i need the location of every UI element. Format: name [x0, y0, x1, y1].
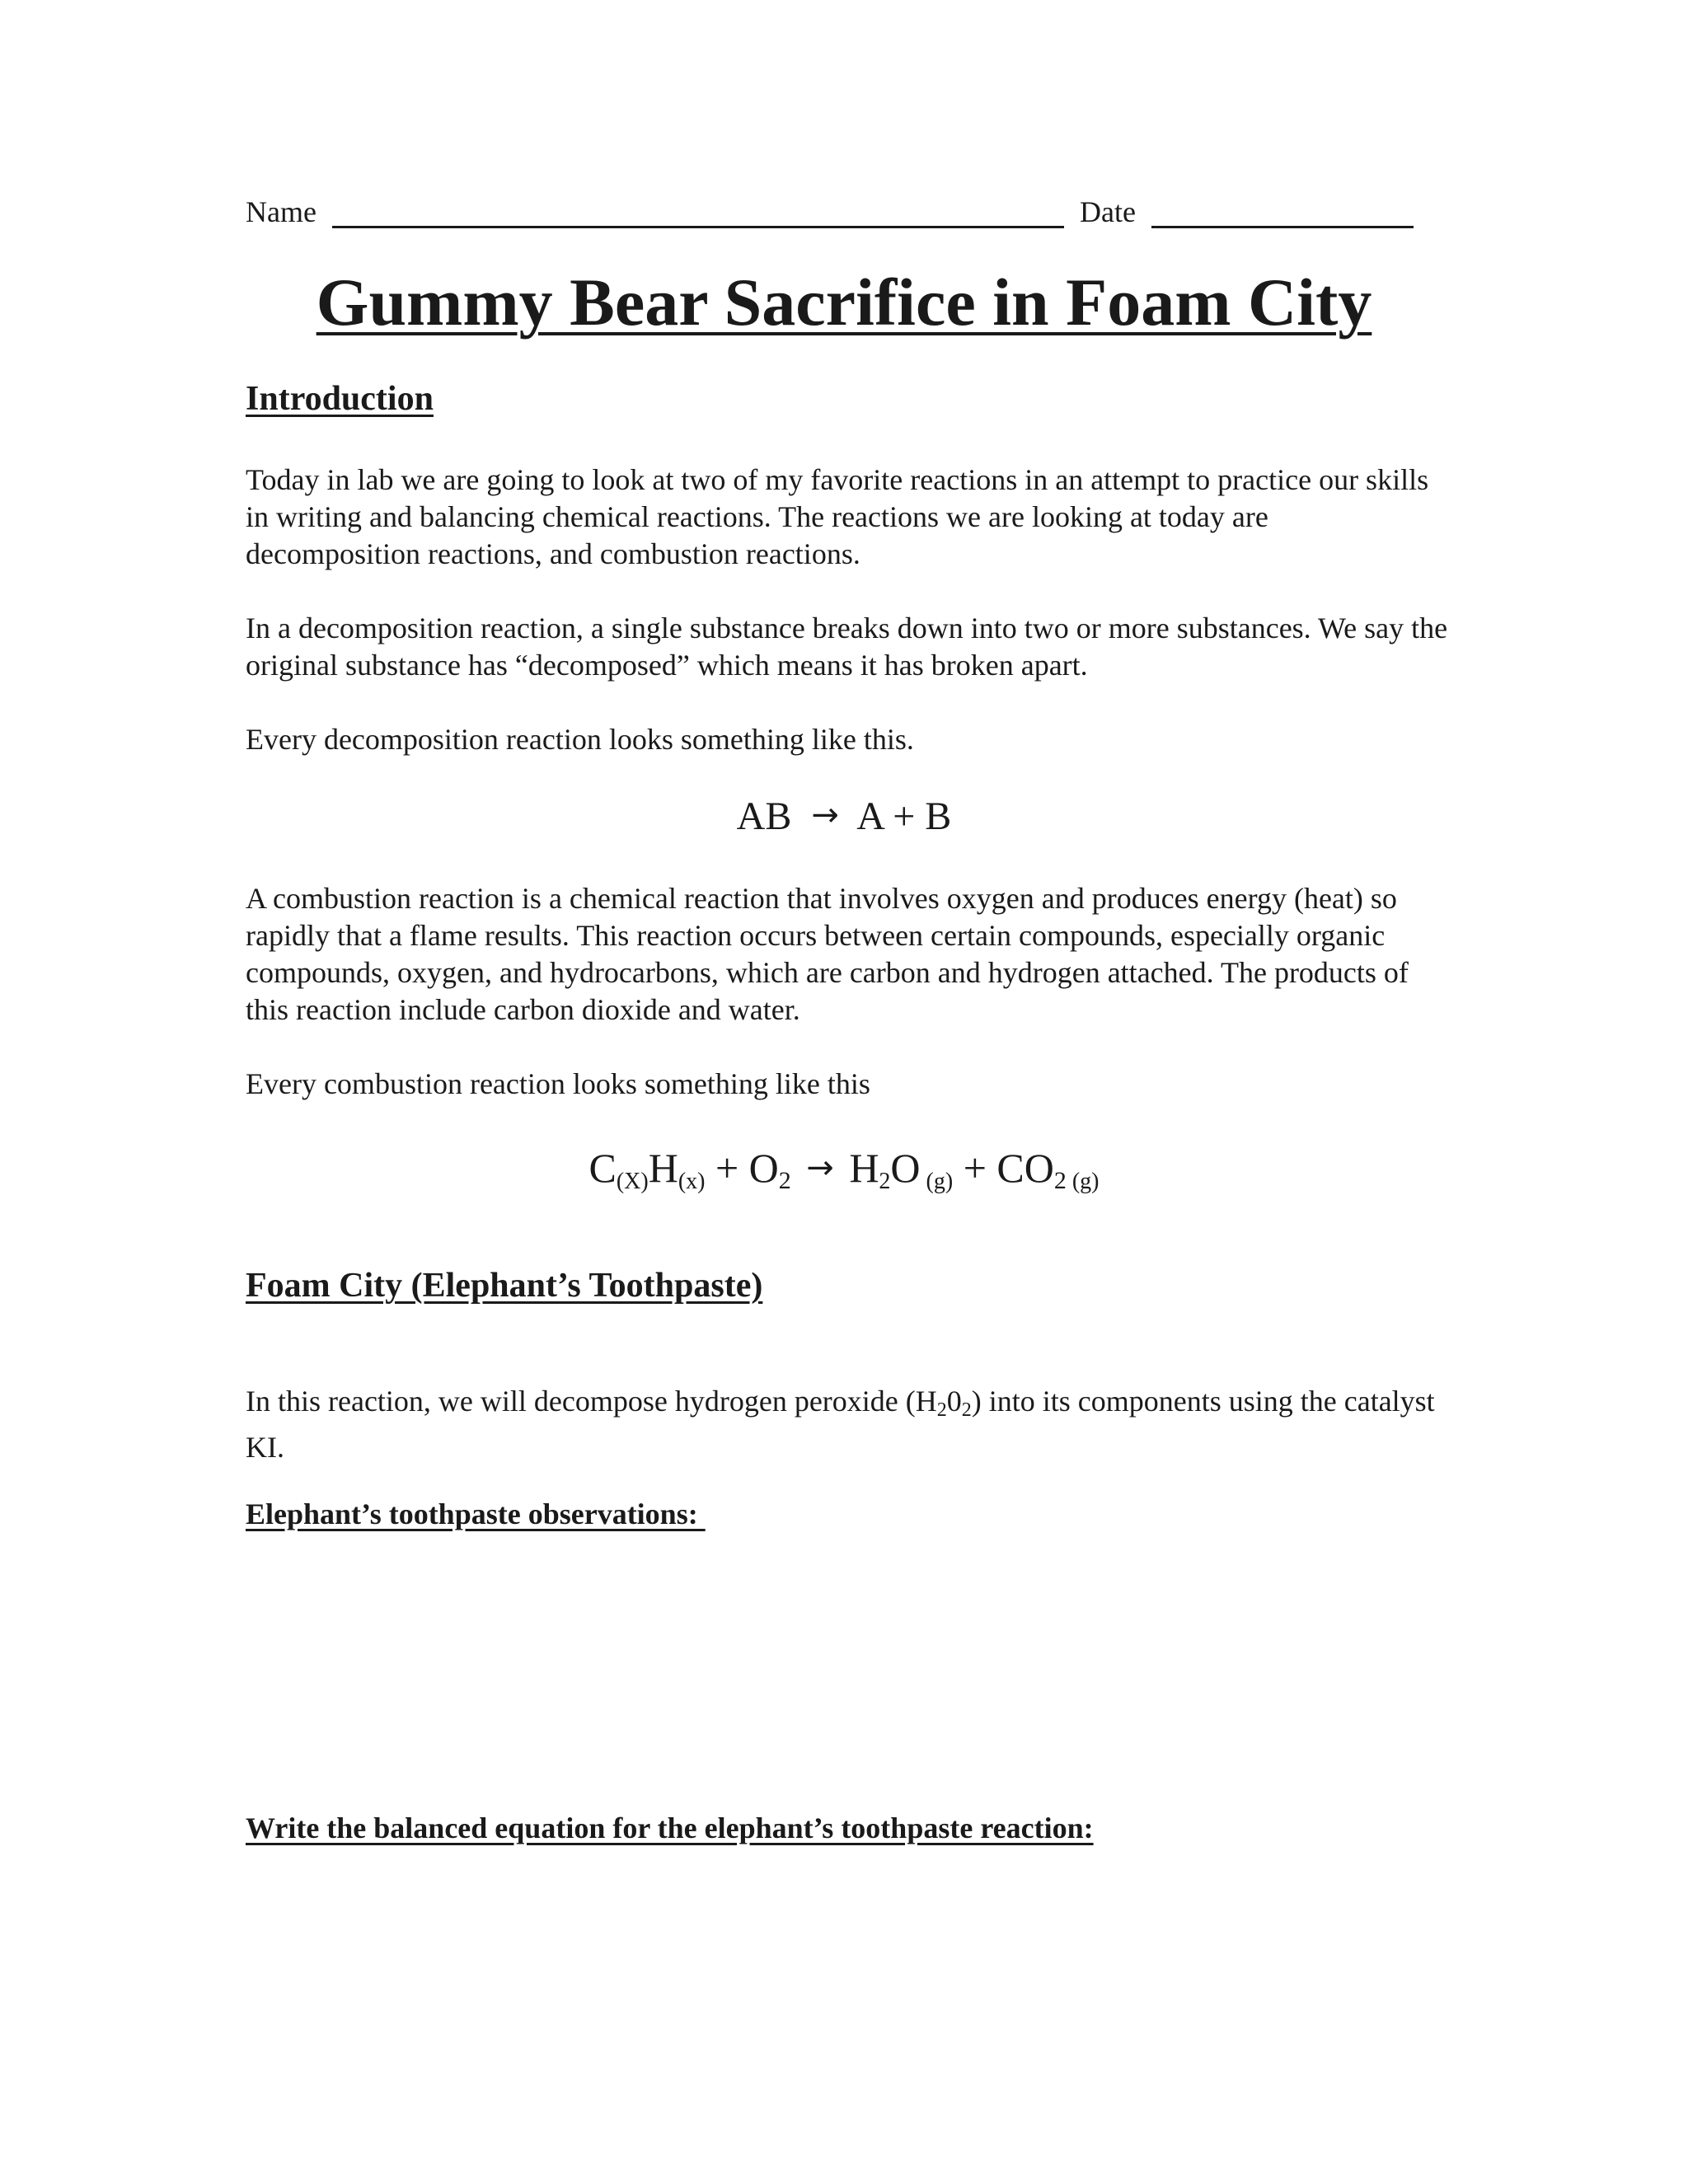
foam-city-paragraph-text: [246, 1383, 1449, 1466]
date-label: Date: [1079, 195, 1136, 228]
eq2-h-sub: (x): [678, 1169, 706, 1194]
balanced-equation-heading: Write the balanced equation for the elephant’s toothpaste reaction:: [246, 1811, 1094, 1844]
arrow-icon: →: [811, 796, 839, 834]
eq2-c-sub: (X): [616, 1169, 649, 1194]
foam-city-text-mid: 0: [946, 1385, 962, 1418]
intro-paragraph-5-text: Every combustion reaction looks something like this: [246, 1067, 870, 1100]
equation1-right: A + B: [856, 794, 952, 838]
intro-paragraph-2: [246, 610, 1449, 684]
intro-paragraph-4: [246, 880, 1449, 1029]
foam-city-text-b: ) into its components using the catalyst KI.: [246, 1385, 1435, 1464]
arrow-icon: →: [806, 1149, 834, 1187]
name-label: Name: [246, 195, 316, 228]
eq2-h2o-o: O: [890, 1145, 921, 1191]
decomposition-equation: [0, 794, 1688, 839]
date-blank[interactable]: [1151, 196, 1414, 228]
eq2-c: C: [588, 1145, 617, 1191]
introduction-heading: Introduction: [246, 380, 434, 418]
combustion-equation: [0, 1144, 1688, 1195]
page-title: Gummy Bear Sacrifice in Foam City: [316, 265, 1372, 340]
equation1-left: AB: [736, 794, 792, 838]
eq2-h: H: [648, 1145, 678, 1191]
intro-paragraph-5: [246, 1066, 1449, 1103]
eq2-h2o-sub: 2: [879, 1169, 891, 1194]
intro-paragraph-3-text: Every decomposition reaction looks something like this.: [246, 723, 914, 756]
eq2-co2-state: (g): [1066, 1169, 1100, 1194]
foam-city-sub-2: 2: [961, 1399, 972, 1421]
eq2-co2-sub: 2: [1053, 1167, 1067, 1194]
observations-answer-area[interactable]: [246, 1549, 1449, 1780]
eq2-h2o-h: H: [838, 1145, 879, 1191]
foam-city-sub-1: 2: [936, 1399, 947, 1421]
intro-paragraph-3: [246, 721, 1449, 758]
intro-paragraph-1: [246, 462, 1449, 573]
intro-paragraph-2-text: In a decomposition reaction, a single substance breaks down into two or more substances. We say the original substance has “decomposed” which means it has broken apart.: [246, 612, 1448, 682]
foam-city-heading: Foam City (Elephant’s Toothpaste): [246, 1267, 763, 1305]
observations-heading: Elephant’s toothpaste observations:: [246, 1497, 706, 1530]
eq2-o2-sub: 2: [778, 1167, 791, 1194]
foam-city-text-a: In this reaction, we will decompose hydrogen peroxide (H: [246, 1385, 937, 1418]
balanced-equation-answer-area[interactable]: [246, 1863, 1449, 2110]
eq2-plus-o: + O: [705, 1145, 779, 1191]
eq2-plus-co: + CO: [963, 1145, 1054, 1191]
eq2-h2o-state: (g): [920, 1169, 954, 1194]
intro-paragraph-1-text: Today in lab we are going to look at two of my favorite reactions in an attempt to practice our skills in writing and balancing chemical reactions. The reactions we are looking at today are decomposition reactions, and combustion reactions.: [246, 463, 1429, 570]
name-blank[interactable]: [332, 196, 1064, 228]
name-date-row: [246, 194, 1414, 229]
foam-city-paragraph: [246, 1383, 1449, 1466]
intro-paragraph-4-text: A combustion reaction is a chemical reaction that involves oxygen and produces energy (heat) so rapidly that a flame results. This reaction occurs between certain compounds, especially organic compounds, oxygen, and hydrocarbons, which are carbon and hydrogen attached. The products of this reaction include carbon dioxide and water.: [246, 882, 1409, 1026]
